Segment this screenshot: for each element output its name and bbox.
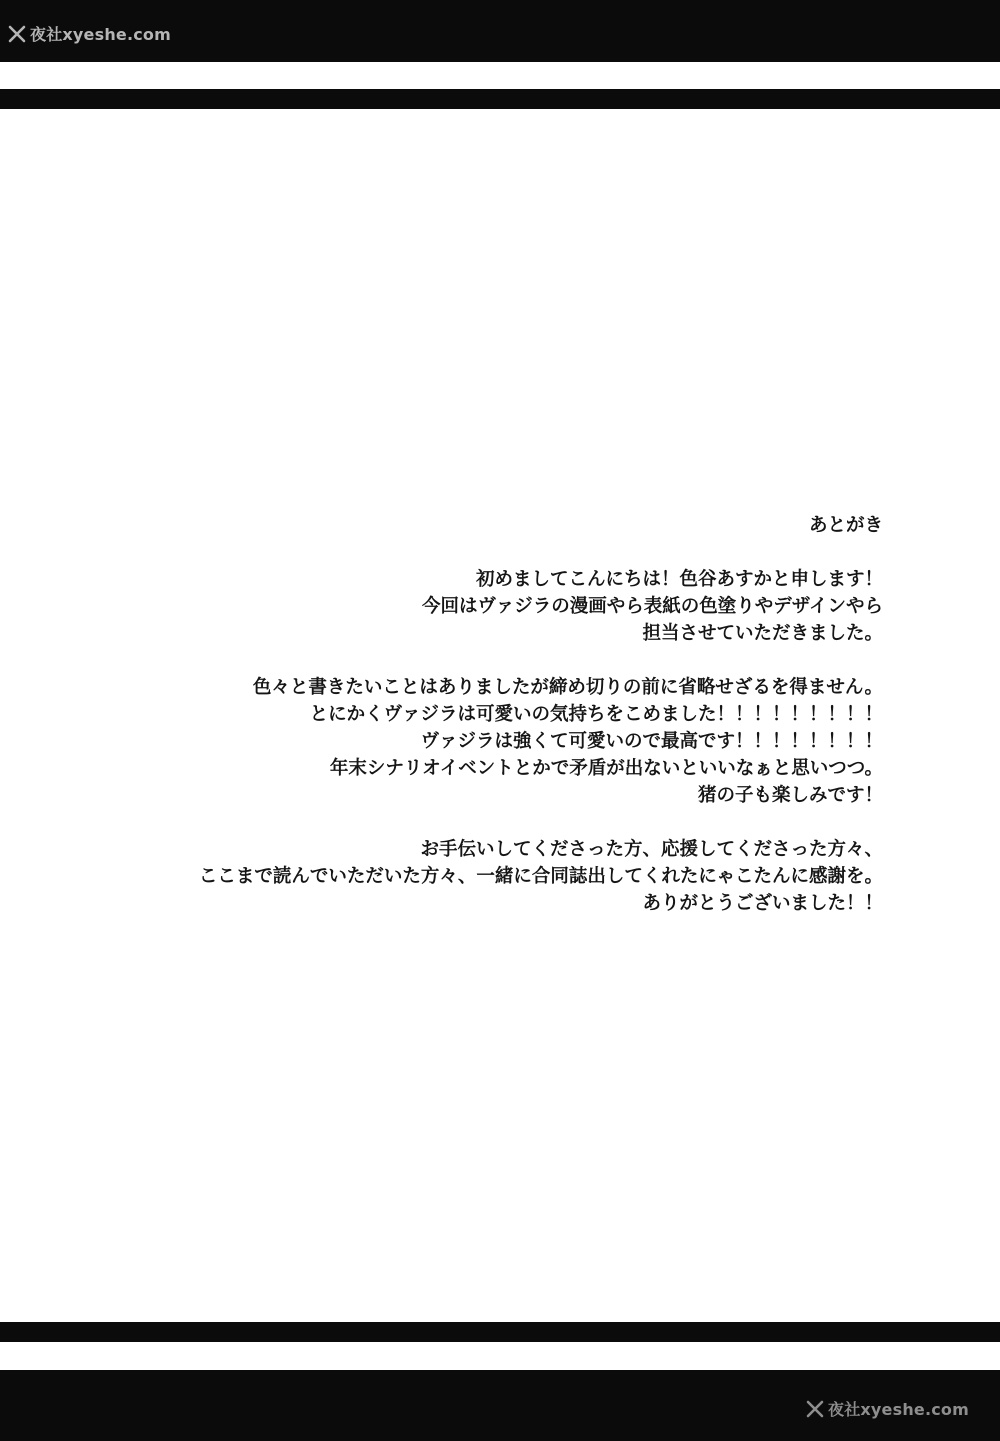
text-line: お手伝いしてくださった方、応援してくださった方々、 — [420, 839, 883, 860]
afterword-paragraph-thanks — [83, 836, 883, 917]
x-logo-icon — [806, 1400, 824, 1418]
text-line: とにかくヴァジラは可愛いの気持ちをこめました！！！！！！！！！ — [309, 704, 883, 725]
text-line: 初めましてこんにちは！色谷あすかと申します！ — [475, 569, 883, 590]
text-line: 担当させていただきました。 — [642, 623, 883, 644]
afterword-paragraph-intro — [83, 566, 883, 647]
text-line: ヴァジラは強くて可愛いので最高です！！！！！！！！ — [420, 731, 883, 752]
watermark-top — [8, 22, 171, 45]
afterword-heading: あとがき — [808, 515, 883, 536]
afterword-paragraph-thoughts — [83, 674, 883, 809]
text-line: 猪の子も楽しみです！ — [697, 785, 883, 806]
text-line: 今回はヴァジラの漫画やら表紙の色塗りやデザインやら — [421, 596, 883, 617]
text-line: 色々と書きたいことはありましたが締め切りの前に省略せざるを得ません。 — [252, 677, 883, 698]
watermark-bottom — [806, 1397, 969, 1420]
text-line: 年末シナリオイベントとかで矛盾が出ないといいなぁと思いつつ。 — [329, 758, 883, 779]
text-line: ありがとうございました！！ — [642, 893, 883, 914]
watermark-bottom-text: 夜社xyeshe.com — [828, 1400, 969, 1419]
watermark-top-text: 夜社xyeshe.com — [30, 25, 171, 44]
x-logo-icon — [8, 25, 26, 43]
top-inner-border — [0, 89, 1000, 109]
bottom-inner-border — [0, 1322, 1000, 1342]
text-line: ここまで読んでいただいた方々、一緒に合同誌出してくれたにゃこたんに感謝を。 — [198, 866, 883, 887]
afterword-text-block — [83, 512, 883, 944]
